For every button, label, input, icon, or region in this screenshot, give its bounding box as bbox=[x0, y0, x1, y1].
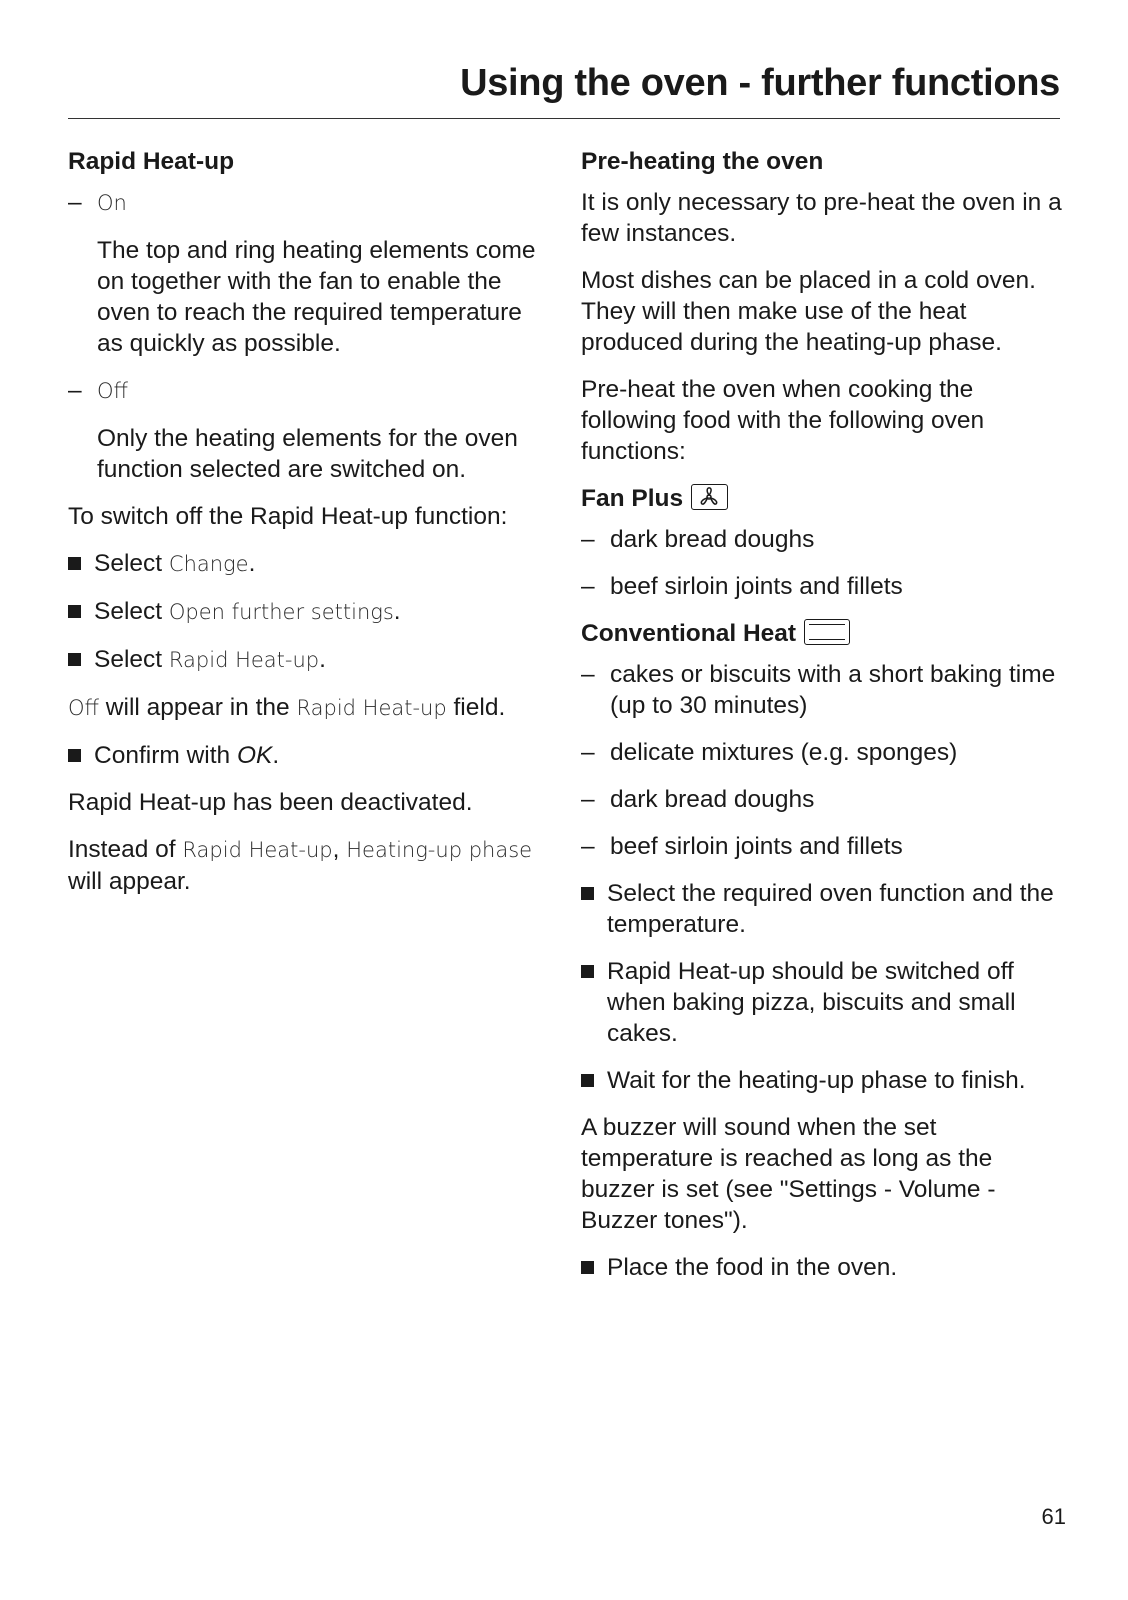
right-column bbox=[581, 146, 1071, 1299]
conventional-heat-heading bbox=[581, 618, 1071, 649]
step-prefix: Select bbox=[94, 550, 169, 577]
step-select-change bbox=[68, 548, 548, 580]
conventional-heat-item: – delicate mixtures (e.g. sponges) bbox=[581, 737, 1071, 768]
step-text: Place the food in the oven. bbox=[607, 1254, 898, 1281]
conventional-heat-item: – cakes or biscuits with a short baking time (up to 30 minutes) bbox=[581, 659, 1071, 721]
title-divider bbox=[68, 118, 1060, 119]
ok-key-text: OK bbox=[236, 742, 273, 769]
bullet-square-icon bbox=[68, 653, 81, 666]
rapid-heat-up-display-text: Rapid Heat-up bbox=[296, 696, 447, 720]
instead-text: Instead of bbox=[68, 836, 183, 863]
pre-heating-para-3: Pre-heat the oven when cooking the following food with the following oven functions: bbox=[581, 376, 985, 465]
instead-text: will appear. bbox=[68, 868, 191, 895]
step-text: Rapid Heat-up should be switched off when baking pizza, biscuits and small cakes. bbox=[607, 958, 1016, 1047]
fan-plus-icon bbox=[691, 484, 728, 510]
step-suffix: . bbox=[272, 742, 280, 769]
bullet-square-icon bbox=[68, 605, 81, 618]
step-suffix: . bbox=[319, 646, 326, 673]
step-select-rapid-heat-up bbox=[68, 644, 548, 676]
step-text: Wait for the heating-up phase to finish. bbox=[607, 1067, 1026, 1094]
pre-heating-heading: Pre-heating the oven bbox=[581, 148, 824, 175]
field-text: will appear in the bbox=[99, 694, 297, 721]
left-column bbox=[68, 146, 548, 913]
field-text: field. bbox=[446, 694, 506, 721]
option-on bbox=[68, 187, 548, 219]
bullet-square-icon bbox=[581, 965, 594, 978]
step-text: Select the required oven function and the temperature. bbox=[607, 880, 1054, 938]
fan-plus-item: – beef sirloin joints and fillets bbox=[581, 571, 1071, 602]
page-number: 61 bbox=[1041, 1504, 1066, 1529]
bullet-square-icon bbox=[68, 749, 81, 762]
pre-heating-para-2: Most dishes can be placed in a cold oven. They will then make use of the heat produced during the heating-up phase. bbox=[581, 267, 1036, 356]
heating-up-phase-display-text: Heating-up phase bbox=[346, 838, 533, 862]
switch-off-intro: To switch off the Rapid Heat-up function: bbox=[68, 503, 508, 530]
step-display-text: Open further settings bbox=[168, 600, 394, 624]
step-confirm-ok bbox=[68, 740, 548, 771]
conventional-heat-icon bbox=[804, 619, 850, 645]
option-off bbox=[68, 375, 548, 407]
step-suffix: . bbox=[393, 598, 401, 625]
step-display-text: Change bbox=[168, 552, 249, 576]
step-prefix: Confirm with bbox=[94, 742, 237, 769]
instead-note bbox=[68, 834, 548, 897]
pre-heating-para-1: It is only necessary to pre-heat the oven in a few instances. bbox=[581, 189, 1062, 247]
rapid-heat-up-display-text: Rapid Heat-up bbox=[182, 838, 333, 862]
off-display-text: Off bbox=[97, 379, 128, 403]
step-wait-heating-up bbox=[581, 1065, 1071, 1096]
off-description: Only the heating elements for the oven function selected are switched on. bbox=[97, 425, 518, 483]
page-title: Using the oven - further functions bbox=[460, 62, 1060, 104]
bullet-square-icon bbox=[581, 1074, 594, 1087]
off-field-note bbox=[68, 692, 548, 724]
instead-text: , bbox=[332, 836, 347, 863]
on-display-text: On bbox=[97, 191, 127, 215]
step-select-open-further-settings bbox=[68, 596, 548, 628]
on-description: The top and ring heating elements come on together with the fan to enable the oven to reach the required temperature as quickly as possible. bbox=[97, 237, 536, 357]
step-display-text: Rapid Heat-up bbox=[168, 648, 320, 672]
buzzer-note: A buzzer will sound when the set temperature is reached as long as the buzzer is set (see "Settings - Volume - Buzzer tones"). bbox=[581, 1114, 996, 1234]
step-suffix: . bbox=[248, 550, 256, 577]
step-prefix: Select bbox=[94, 646, 169, 673]
off-display-text: Off bbox=[68, 696, 99, 720]
conventional-heat-item: – beef sirloin joints and fillets bbox=[581, 831, 1071, 862]
rapid-heat-up-heading: Rapid Heat-up bbox=[68, 148, 235, 175]
step-select-function bbox=[581, 878, 1071, 940]
deactivated-note: Rapid Heat-up has been deactivated. bbox=[68, 789, 473, 816]
conventional-heat-item: – dark bread doughs bbox=[581, 784, 1071, 815]
fan-plus-label: Fan Plus bbox=[581, 485, 684, 512]
bullet-square-icon bbox=[581, 1261, 594, 1274]
bullet-square-icon bbox=[68, 557, 81, 570]
fan-plus-heading bbox=[581, 483, 1071, 514]
conventional-heat-label: Conventional Heat bbox=[581, 620, 797, 647]
step-rapid-heat-up-off bbox=[581, 956, 1071, 1049]
step-prefix: Select bbox=[94, 598, 169, 625]
fan-plus-item: – dark bread doughs bbox=[581, 524, 1071, 555]
step-place-food bbox=[581, 1252, 1071, 1283]
bullet-square-icon bbox=[581, 887, 594, 900]
